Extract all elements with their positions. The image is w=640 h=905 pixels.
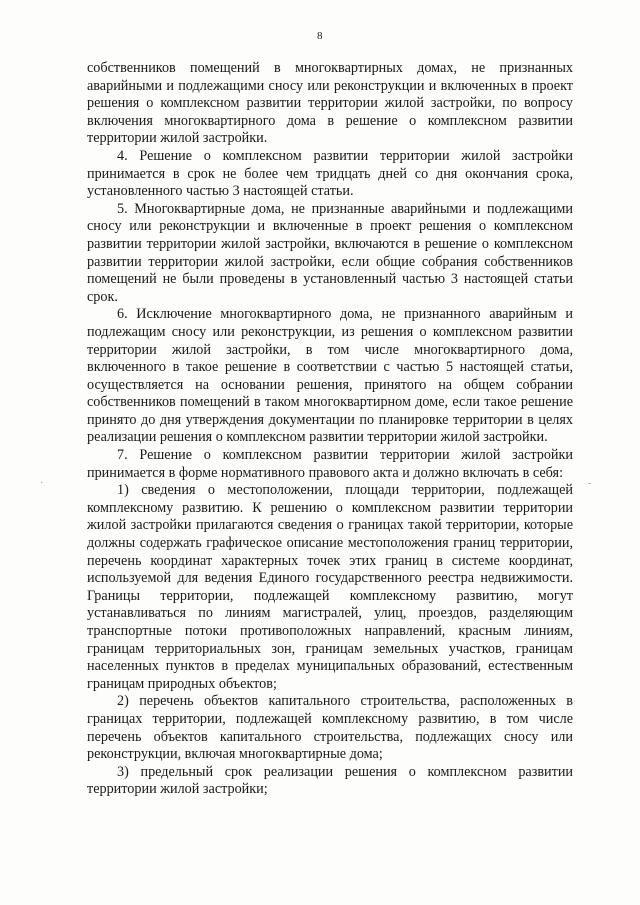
paragraph-item-6: 6. Исключение многоквартирного дома, не признанного аварийным и подлежащим сносу или реконструкции, из решения о комплексном развитии территории жилой застройки, в том числе многоквартирного дома, включенного в такое решение в соответствии с частью 5 настоящей статьи, осуществляется на основании решения, принятого на общем собрании собственников помещений в таком многоквартирном доме, если такое решение принято до дня утверждения документации по планировке территории в целях реализации решения о комплексном развитии территории жилой застройки. bbox=[87, 306, 573, 446]
document-body bbox=[87, 60, 573, 799]
paragraph-item-5: 5. Многоквартирные дома, не признанные аварийными и подлежащими сносу или реконструкции и включенные в проект решения о комплексном развитии территории жилой застройки, включаются в решение о комплексном развитии территории жилой застройки, если общие собрания собственников помещений не были проведены в установленный частью 3 настоящей статьи срок. bbox=[87, 200, 573, 305]
paragraph-continuation: собственников помещений в многоквартирных домах, не признанных аварийными и подлежащими сносу или реконструкции и включенных в проект решения о комплексном развитии территории жилой застройки, по вопросу включения многоквартирного дома в решение о комплексном развитии территории жилой застройки. bbox=[87, 60, 573, 147]
paragraph-item-7: 7. Решение о комплексном развитии территории жилой застройки принимается в форме нормативного правового акта и должно включать в себя: bbox=[87, 447, 573, 481]
paragraph-item-4: 4. Решение о комплексном развитии территории жилой застройки принимается в срок не более чем тридцать дней со дня окончания срока, установленного частью 3 настоящей статьи. bbox=[87, 147, 573, 200]
page-number: 8 bbox=[317, 30, 323, 42]
paragraph-subitem-3: 3) предельный срок реализации решения о комплексном развитии территории жилой застройки; bbox=[87, 763, 573, 798]
paragraph-subitem-2: 2) перечень объектов капитального строительства, расположенных в границах территории, подлежащей комплексному развитию, в том числе перечень объектов капитального строительства, подлежащих сносу или реконструкции, включая многоквартирные дома; bbox=[87, 693, 573, 763]
paragraph-subitem-1: 1) сведения о местоположении, площади территории, подлежащей комплексному развитию. К решению о комплексном развитии территории жилой застройки прилагаются сведения о границах такой территории, которые должны содержать графическое описание местоположения границ территории, перечень координат характерных точек этих границ в системе координат, используемой для ведения Единого государственного реестра недвижимости. Границы территории, подлежащей комплексному развитию, могут устанавливаться по линиям магистралей, улиц, проездов, разделяющим транспортные потоки противоположных направлений, красным линиям, границам территориальных зон, границам земельных участков, границам населенных пунктов в пределах муниципальных образований, естественным границам природных объектов; bbox=[87, 482, 573, 692]
scan-artifact: · bbox=[40, 478, 44, 489]
scan-artifact: - bbox=[588, 478, 592, 489]
